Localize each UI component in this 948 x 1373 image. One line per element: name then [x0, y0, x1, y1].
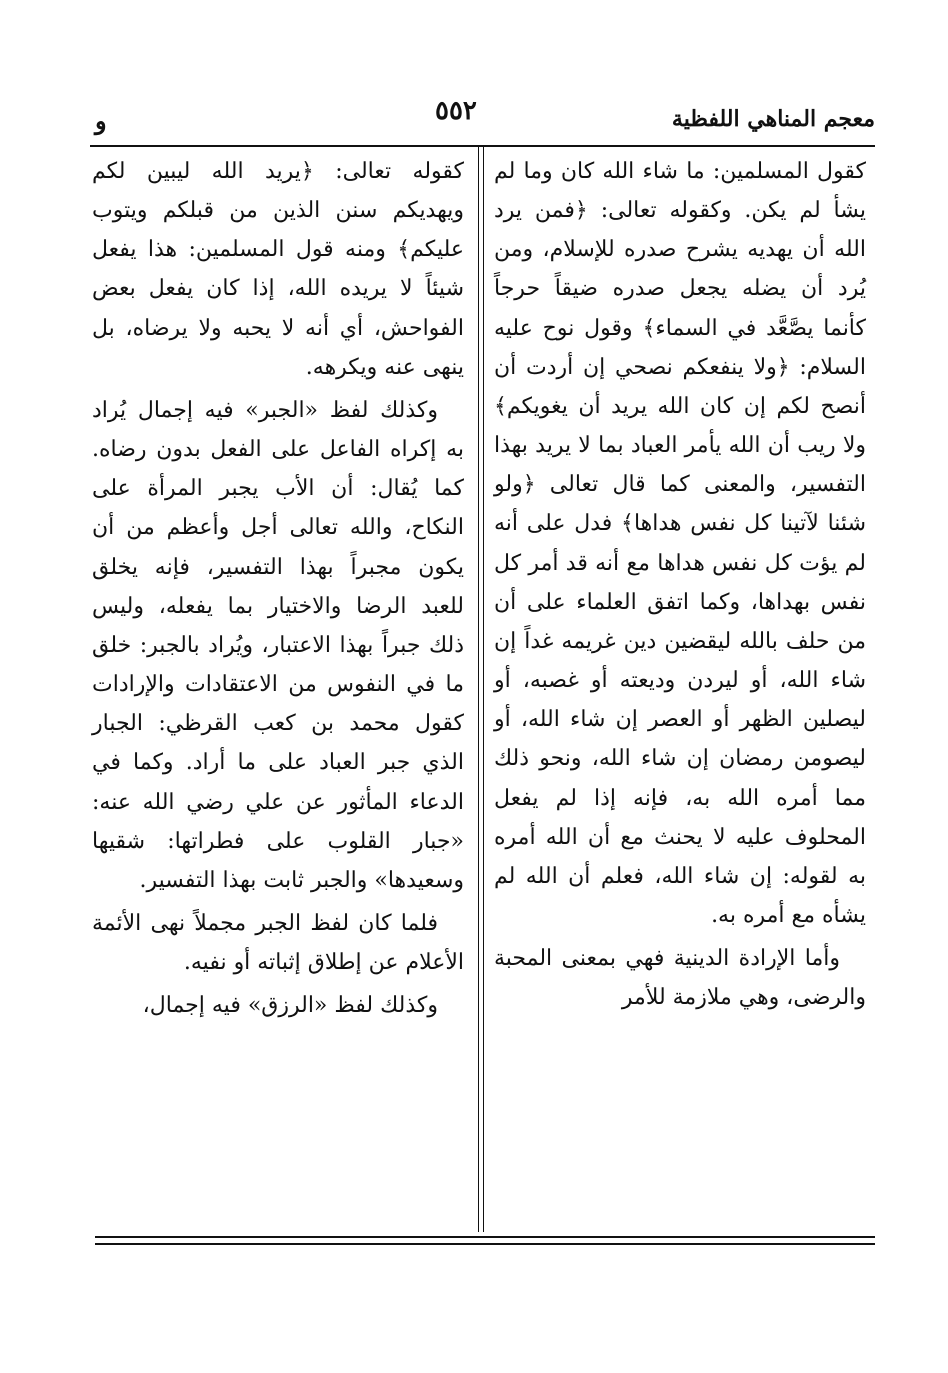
right-paragraph-1: كقول المسلمين: ما شاء الله كان وما لم يشأ لم يكن. وكقوله تعالى: ﴿فمن يرد الله أن يهديه يشرح صدره للإسلام، ومن يُرد أن يضله يجعل صدره ضيقاً حرجاً كأنما يصَّعَّد في السماء﴾ وقول نوح عليه السلام: ﴿ولا ينفعكم نصحي إن أردت أن أنصح لكم إن كان الله يريد أن يغويكم﴾ ولا ريب أن الله يأمر العباد بما لا يريد بهذا التفسير، والمعنى كما قال تعالى ﴿ولو شئنا لآتينا كل نفس هداها﴾ فدل على أنه لم يؤت كل نفس هداها مع أنه قد أمر كل نفس بهداها، وكما اتفق العلماء على أن من حلف بالله ليقضين دين غريمه غداً إن شاء الله، أو ليردن وديعته أو غصبه، أو ليصلين الظهر أو العصر إن شاء الله، أو ليصومن رمضان إن شاء الله، ونحو ذلك مما أمره الله به، فإنه إذا لم يفعل المحلوف عليه لا يحنث مع أن الله أمره به لقوله: إن شاء الله، فعلم أن الله لم يشأه مع أمره به.: [494, 159, 866, 928]
left-paragraph-1: كقوله تعالى: ﴿يريد الله ليبين لكم ويهديكم سنن الذين من قبلكم ويتوب عليكم﴾ ومنه قول المسلمين: هذا يفعل شيئاً لا يريده الله، إذا كان يفعل بعض الفواحش، أي أنه لا يحبه ولا يرضاه، بل ينهى عنه ويكرهه.: [92, 159, 464, 380]
entry-letter: و: [95, 106, 107, 135]
right-column: [494, 152, 866, 1021]
left-column: [92, 152, 464, 1029]
page-number: ٥٥٢: [435, 96, 477, 126]
page-header: [95, 92, 875, 135]
footer-rule-lower: [95, 1243, 875, 1245]
footer-rule-upper: [95, 1236, 875, 1238]
left-paragraph-3: فلما كان لفظ الجبر مجملاً نهى الأئمة الأعلام عن إطلاق إثباته أو نفيه.: [92, 910, 464, 976]
column-divider: [478, 147, 484, 1232]
running-title: معجم المناهي اللفظية: [671, 106, 875, 132]
right-paragraph-2: وأما الإرادة الدينية فهي بمعنى المحبة والرضى، وهي ملازمة للأمر: [494, 946, 866, 1011]
left-paragraph-2: وكذلك لفظ «الجبر» فيه إجمال يُراد به إكراه الفاعل على الفعل بدون رضاه. كما يُقال: أن الأب يجبر المرأة على النكاح، والله تعالى أجل وأعظم من أن يكون مجبراً بهذا التفسير، فإنه يخلق للعبد الرضا والاختيار بما يفعله، وليس ذلك جبراً بهذا الاعتبار، ويُراد بالجبر: خلق ما في النفوس من الاعتقادات والإرادات كقول محمد بن كعب القرظي: الجبار الذي جبر العباد على ما أراد. وكما في الدعاء المأثور عن علي رضي الله عنه: «جبار القلوب على فطراتها: شقيها وسعيدها» والجبر ثابت بهذا التفسير.: [92, 397, 464, 893]
left-paragraph-4: وكذلك لفظ «الرزق» فيه إجمال،: [142, 993, 438, 1019]
